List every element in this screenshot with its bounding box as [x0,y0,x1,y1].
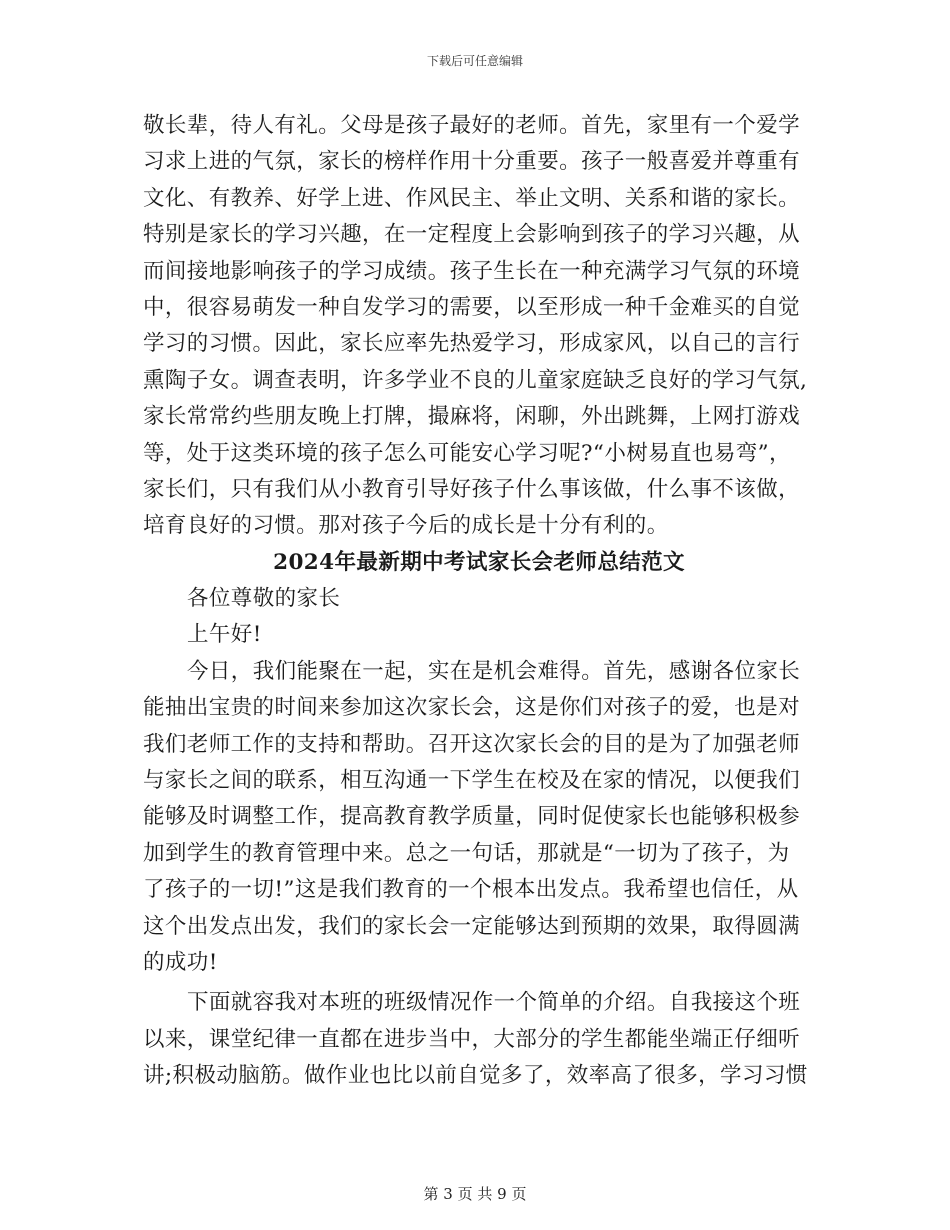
body-line: 以来，课堂纪律一直都在进步当中，大部分的学生都能坐端正仔细听 [143,1026,801,1052]
body-line: 讲;积极动脑筋。做作业也比以前自觉多了，效率高了很多，学习习惯 [143,1063,808,1089]
body-line: 文化、有教养、好学上进、作风民主、举止文明、关系和谐的家长。 [143,185,801,211]
greeting: 上午好! [187,622,262,648]
body-line: 熏陶子女。调查表明，许多学业不良的儿童家庭缺乏良好的学习气氛, [143,367,808,393]
body-line: 特别是家长的学习兴趣，在一定程度上会影响到孩子的学习兴趣，从 [143,222,801,248]
body-line: 家长常常约些朋友晚上打牌，撮麻将，闲聊，外出跳舞，上网打游戏 [143,404,801,430]
body-line: 而间接地影响孩子的学习成绩。孩子生长在一种充满学习气氛的环境 [143,258,801,284]
page-footer: 第 3 页 共 9 页 [423,1185,527,1203]
salutation: 各位尊敬的家长 [187,586,341,612]
body-line: 能抽出宝贵的时间来参加这次家长会，这是你们对孩子的爱，也是对 [143,695,801,721]
body-line: 加到学生的教育管理中来。总之一句话，那就是“一切为了孩子，为 [143,840,790,866]
body-line: 等，处于这类环境的孩子怎么可能安心学习呢?“小树易直也易弯”， [143,440,791,466]
body-line: 我们老师工作的支持和帮助。召开这次家长会的目的是为了加强老师 [143,731,801,757]
body-line: 能够及时调整工作，提高教育教学质量，同时促使家长也能够积极参 [143,804,801,830]
document-body [143,108,808,1095]
body-line: 学习的习惯。因此，家长应率先热爱学习，形成家风，以自己的言行 [143,331,801,357]
body-line: 了孩子的一切!”这是我们教育的一个根本出发点。我希望也信任，从 [143,877,799,903]
body-line: 习求上进的气氛，家长的榜样作用十分重要。孩子一般喜爱并尊重有 [143,149,801,175]
body-line: 这个出发点出发，我们的家长会一定能够达到预期的效果，取得圆满 [143,913,801,939]
page-header: 下载后可任意编辑 [426,54,523,68]
body-line: 家长们，只有我们从小教育引导好孩子什么事该做，什么事不该做， [143,476,801,502]
body-line: 的成功! [143,949,218,975]
paragraph-start: 今日，我们能聚在一起，实在是机会难得。首先，感谢各位家长 [187,658,801,684]
paragraph-start: 下面就容我对本班的班级情况作一个简单的介绍。自我接这个班 [187,990,801,1016]
body-line: 中，很容易萌发一种自发学习的需要，以至形成一种千金难买的自觉 [143,294,801,320]
body-line: 培育良好的习惯。那对孩子今后的成长是十分有利的。 [143,513,669,539]
body-line: 与家长之间的联系，相互沟通一下学生在校及在家的情况，以便我们 [143,768,801,794]
body-line: 敬长辈，待人有礼。父母是孩子最好的老师。首先，家里有一个爱学 [143,113,801,138]
section-title: 2024年最新期中考试家长会老师总结范文 [273,549,685,575]
